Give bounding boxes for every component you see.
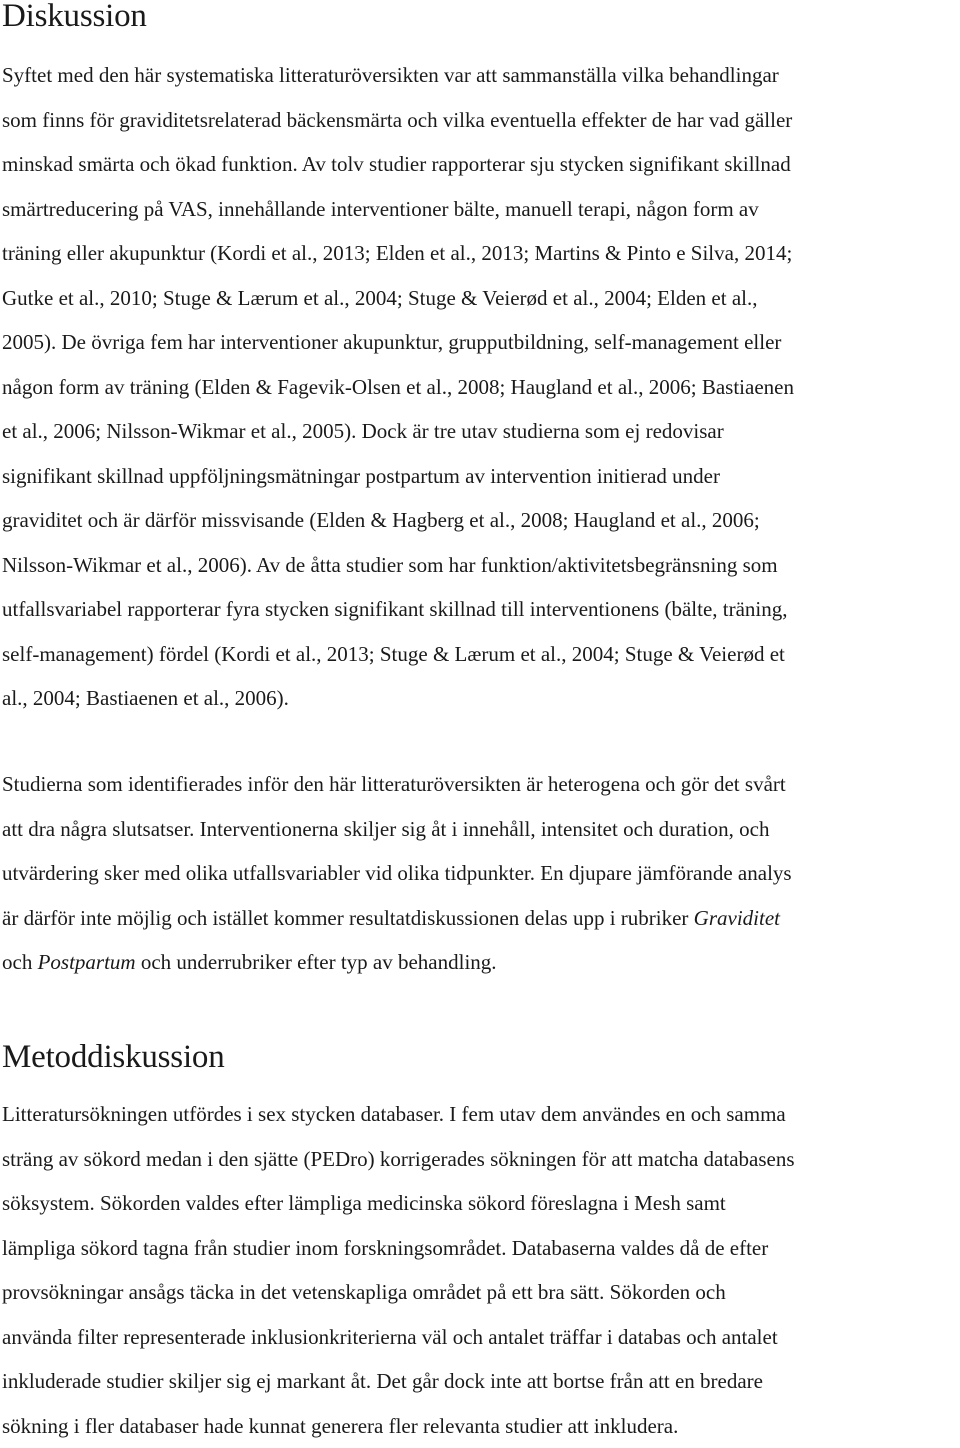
text-line: smärtreducering på VAS, innehållande interventioner bälte, manuell terapi, någon form av <box>2 187 794 232</box>
text-line: 2005). De övriga fem har interventioner akupunktur, grupputbildning, self-management eller <box>2 320 794 365</box>
text-line: Syftet med den här systematiska litteraturöversikten var att sammanställa vilka behandlingar <box>2 53 794 98</box>
text-line: sträng av sökord medan i den sjätte (PEDro) korrigerades sökningen för att matcha databasens <box>2 1137 795 1182</box>
section-heading-metoddiskussion: Metoddiskussion <box>2 1037 225 1077</box>
text-run: och underrubriker efter typ av behandling. <box>136 950 497 974</box>
text-line: signifikant skillnad uppföljningsmätningar postpartum av intervention initierad under <box>2 454 794 499</box>
text-line: någon form av träning (Elden & Fagevik-Olsen et al., 2008; Haugland et al., 2006; Bastiaenen <box>2 365 794 410</box>
text-line: Nilsson-Wikmar et al., 2006). Av de åtta studier som har funktion/aktivitetsbegränsning som <box>2 543 794 588</box>
text-line: provsökningar ansågs täcka in det vetenskapliga området på ett bra sätt. Sökorden och <box>2 1270 795 1315</box>
text-line: utfallsvariabel rapporterar fyra stycken signifikant skillnad till interventionens (bälte, träning, <box>2 587 794 632</box>
text-line: minskad smärta och ökad funktion. Av tolv studier rapporterar sju stycken signifikant skillnad <box>2 142 794 187</box>
text-line <box>2 896 792 941</box>
italic-term-postpartum: Postpartum <box>38 950 136 974</box>
italic-term-graviditet: Graviditet <box>694 906 780 930</box>
text-line: Litteratursökningen utfördes i sex stycken databaser. I fem utav dem användes en och samma <box>2 1092 795 1137</box>
text-line: utvärdering sker med olika utfallsvariabler vid olika tidpunkter. En djupare jämförande analys <box>2 851 792 896</box>
text-line: att dra några slutsatser. Interventionerna skiljer sig åt i innehåll, intensitet och duration, och <box>2 807 792 852</box>
text-line: et al., 2006; Nilsson-Wikmar et al., 2005). Dock är tre utav studierna som ej redovisar <box>2 409 794 454</box>
paragraph-method <box>2 1092 795 1448</box>
text-run: är därför inte möjlig och istället kommer resultatdiskussionen delas upp i rubriker <box>2 906 694 930</box>
paragraph-heterogeneity <box>2 762 792 985</box>
text-line: al., 2004; Bastiaenen et al., 2006). <box>2 676 794 721</box>
text-line: träning eller akupunktur (Kordi et al., 2013; Elden et al., 2013; Martins & Pinto e Silva, 2014; <box>2 231 794 276</box>
paragraph-results-summary <box>2 53 794 721</box>
text-line: sökning i fler databaser hade kunnat generera fler relevanta studier att inkludera. <box>2 1404 795 1448</box>
text-line: söksystem. Sökorden valdes efter lämpliga medicinska sökord föreslagna i Mesh samt <box>2 1181 795 1226</box>
text-line: graviditet och är därför missvisande (Elden & Hagberg et al., 2008; Haugland et al., 2006; <box>2 498 794 543</box>
text-line: Gutke et al., 2010; Stuge & Lærum et al., 2004; Stuge & Veierød et al., 2004; Elden et al., <box>2 276 794 321</box>
text-run: och <box>2 950 38 974</box>
section-heading-diskussion: Diskussion <box>2 0 147 36</box>
text-line: Studierna som identifierades inför den här litteraturöversikten är heterogena och gör det svårt <box>2 762 792 807</box>
text-line: lämpliga sökord tagna från studier inom forskningsområdet. Databaserna valdes då de efter <box>2 1226 795 1271</box>
text-line: använda filter representerade inklusionkriterierna väl och antalet träffar i databas och antalet <box>2 1315 795 1360</box>
text-line <box>2 940 792 985</box>
text-line: som finns för graviditetsrelaterad bäckensmärta och vilka eventuella effekter de har vad gäller <box>2 98 794 143</box>
text-line: self-management) fördel (Kordi et al., 2013; Stuge & Lærum et al., 2004; Stuge & Veierød et <box>2 632 794 677</box>
text-line: inkluderade studier skiljer sig ej markant åt. Det går dock inte att bortse från att en bredare <box>2 1359 795 1404</box>
